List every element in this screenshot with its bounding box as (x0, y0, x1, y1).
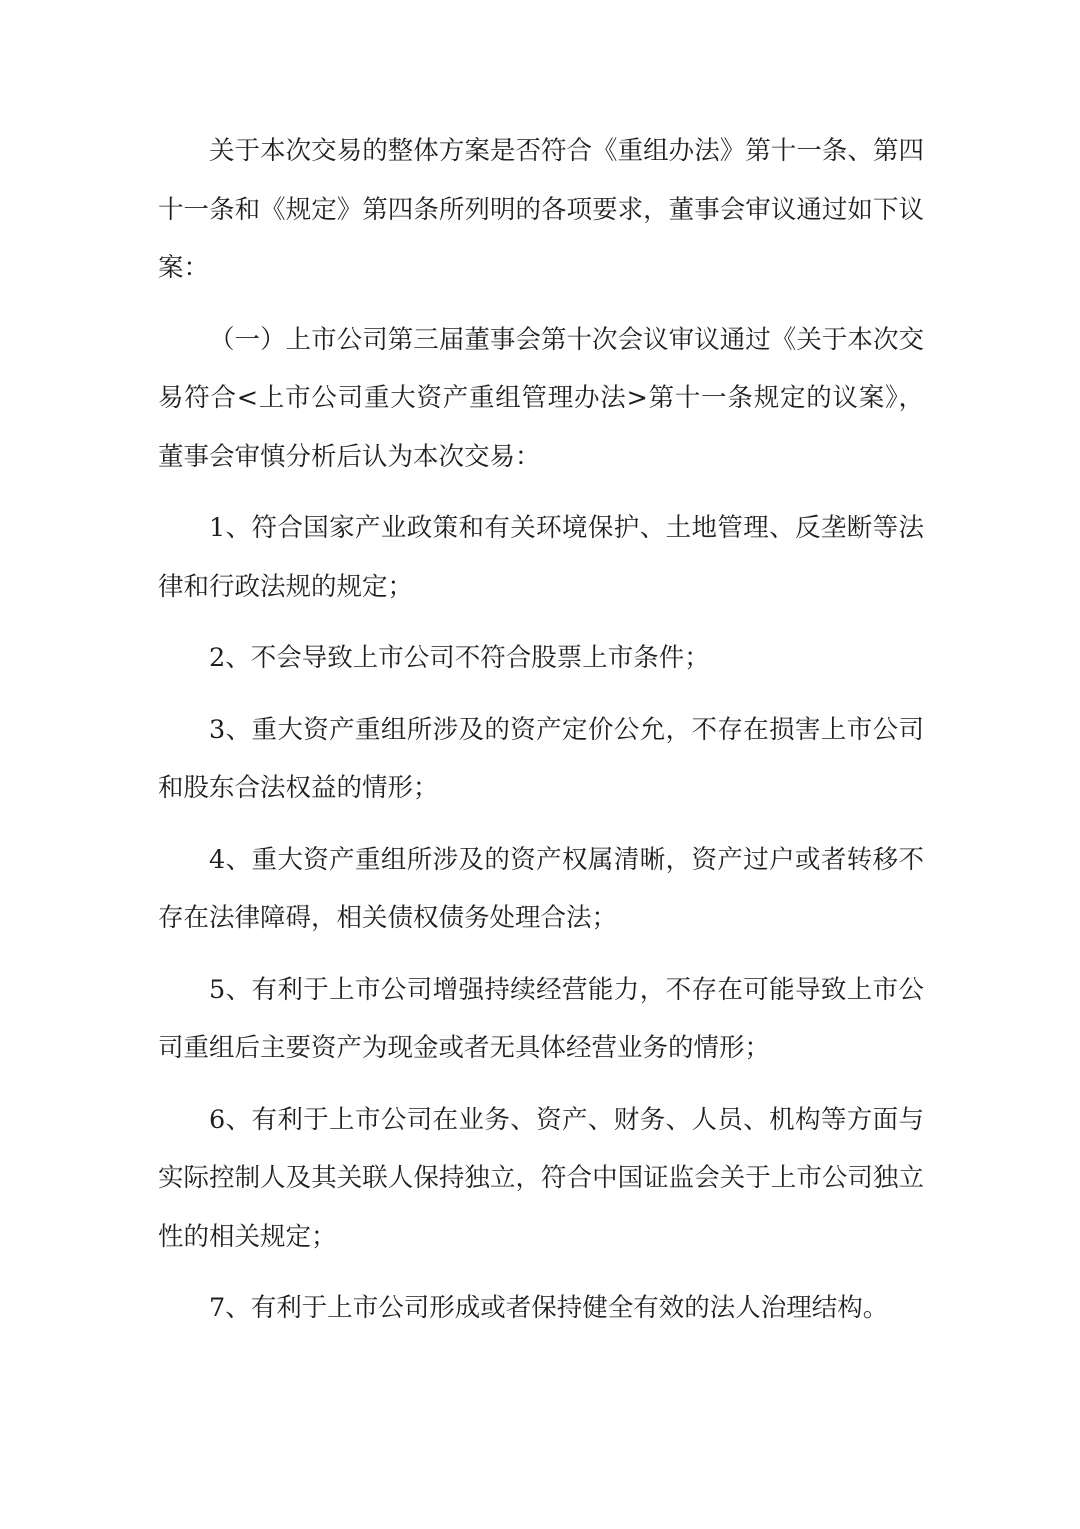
list-item-6: 6、有利于上市公司在业务、资产、财务、人员、机构等方面与实际控制人及其关联人保持独立，符合中国证监会关于上市公司独立性的相关规定； (158, 1104, 924, 1252)
list-item-2: 2、不会导致上市公司不符合股票上市条件； (209, 643, 710, 673)
document-body (158, 122, 924, 1338)
paragraph-section-1: （一）上市公司第三届董事会第十次会议审议通过《关于本次交易符合<上市公司重大资产重组管理办法>第十一条规定的议案》，董事会审慎分析后认为本次交易： (158, 324, 924, 472)
paragraph-intro: 关于本次交易的整体方案是否符合《重组办法》第十一条、第四十一条和《规定》第四条所列明的各项要求，董事会审议通过如下议案： (158, 136, 924, 283)
list-item-4: 4、重大资产重组所涉及的资产权属清晰，资产过户或者转移不存在法律障碍，相关债权债务处理合法； (158, 844, 924, 933)
list-item-3: 3、重大资产重组所涉及的资产定价公允，不存在损害上市公司和股东合法权益的情形； (158, 714, 924, 803)
list-item-5: 5、有利于上市公司增强持续经营能力，不存在可能导致上市公司重组后主要资产为现金或者无具体经营业务的情形； (158, 974, 924, 1063)
list-item-1: 1、符合国家产业政策和有关环境保护、土地管理、反垄断等法律和行政法规的规定； (158, 513, 924, 602)
list-item-7: 7、有利于上市公司形成或者保持健全有效的法人治理结构。 (209, 1293, 889, 1323)
